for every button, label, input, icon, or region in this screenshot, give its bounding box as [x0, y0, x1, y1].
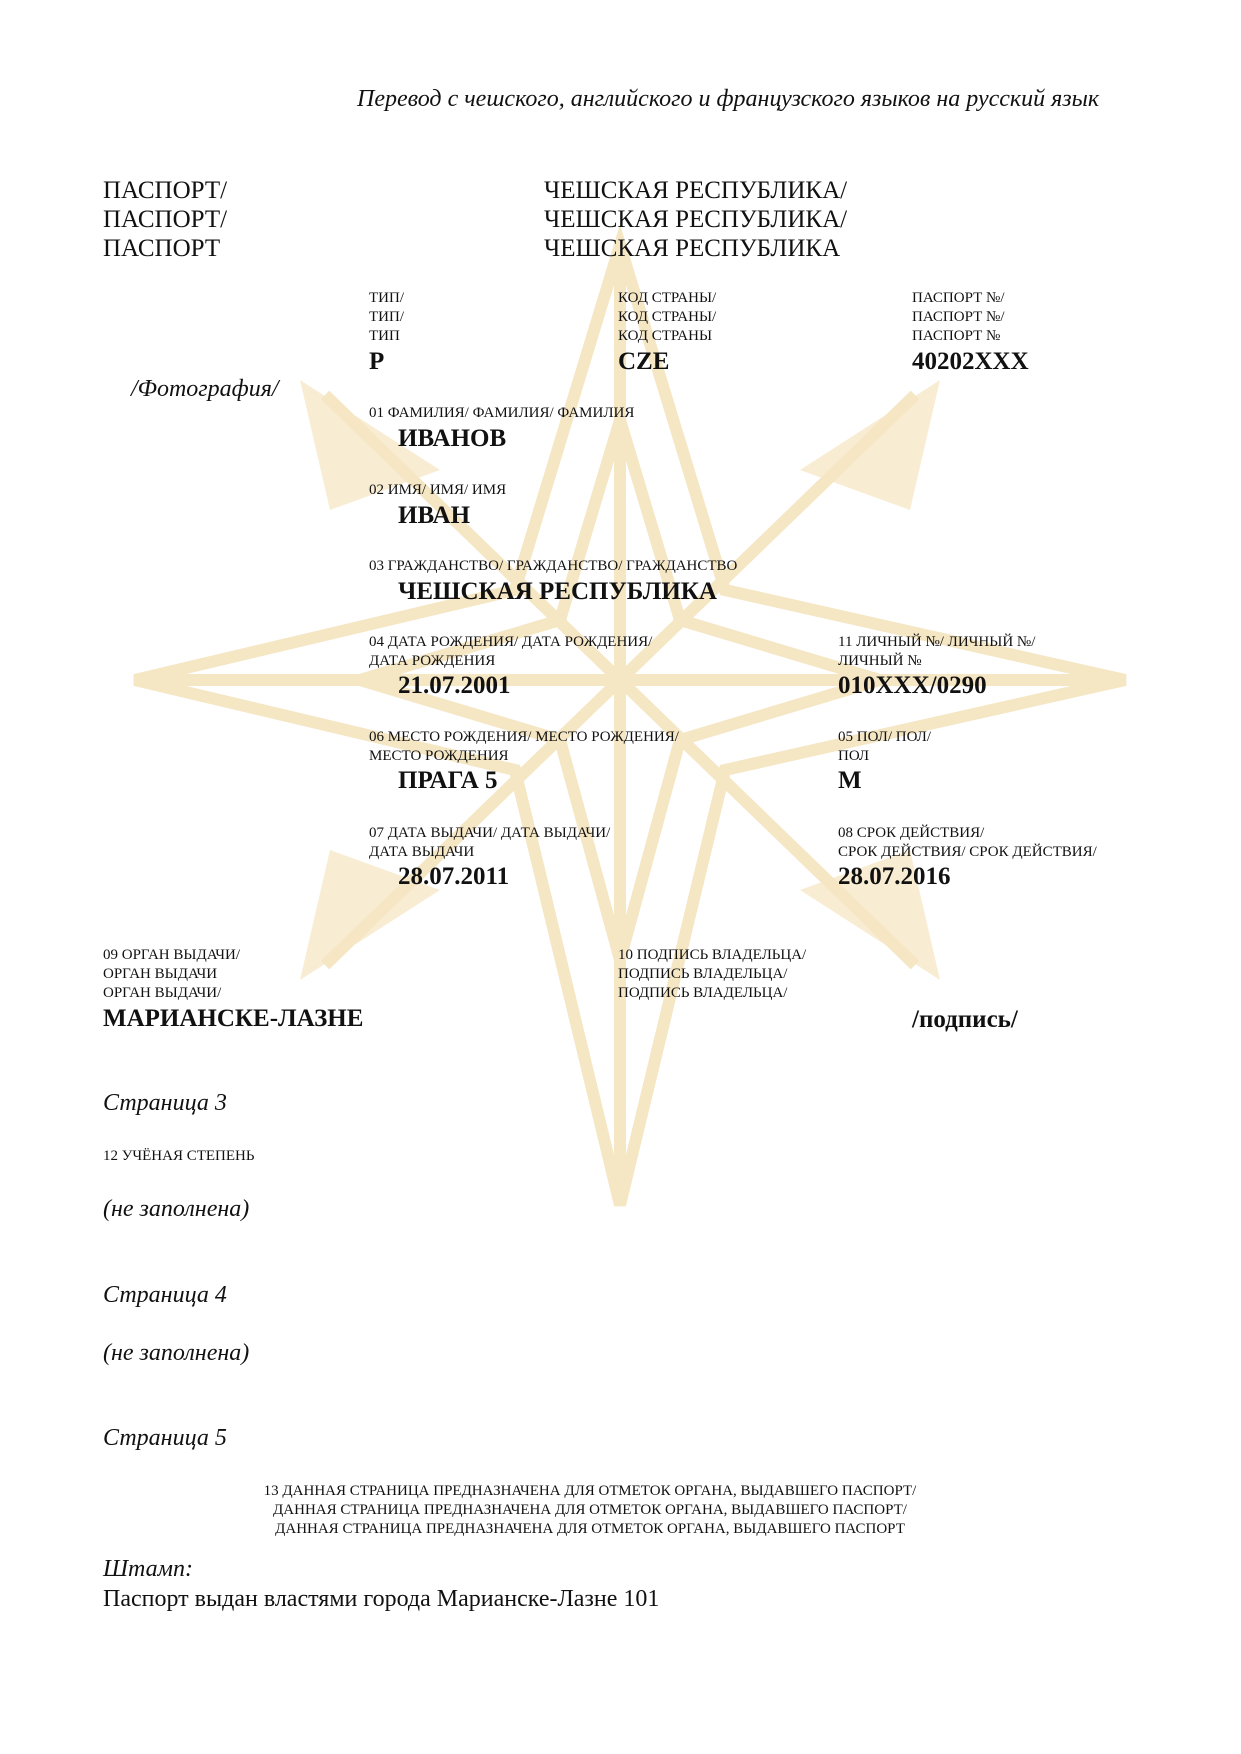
page5-heading: Страница 5	[103, 1425, 227, 1451]
translation-note: Перевод с чешского, английского и французского языков на русский язык	[357, 86, 1100, 112]
sex-field: 05 ПОЛ/ ПОЛ/ ПОЛ M	[838, 729, 932, 794]
page4-note: (не заполнена)	[103, 1340, 250, 1366]
passport-number-field: ПАСПОРТ №/ ПАСПОРТ №/ ПАСПОРТ № 40202XXX	[912, 290, 1029, 375]
authority-field: 09 ОРГАН ВЫДАЧИ/ ОРГАН ВЫДАЧИ ОРГАН ВЫДАЧИ/ МАРИАНСКЕ-ЛАЗНЕ	[103, 947, 364, 1032]
nationality-field: 03 ГРАЖДАНСТВО/ ГРАЖДАНСТВО/ ГРАЖДАНСТВО ЧЕШСКАЯ РЕСПУБЛИКА	[369, 558, 738, 605]
given-name-field: 02 ИМЯ/ ИМЯ/ ИМЯ ИВАН	[369, 482, 507, 529]
birth-place-field: 06 МЕСТО РОЖДЕНИЯ/ МЕСТО РОЖДЕНИЯ/ МЕСТО РОЖДЕНИЯ ПРАГА 5	[369, 729, 679, 794]
personal-number-value: 010XXX/0290	[838, 672, 987, 699]
surname-field: 01 ФАМИЛИЯ/ ФАМИЛИЯ/ ФАМИЛИЯ ИВАНОВ	[369, 405, 635, 452]
holder-signature-value: /подпись/	[912, 1006, 1018, 1033]
expiry-date-field: 08 СРОК ДЕЙСТВИЯ/ СРОК ДЕЙСТВИЯ/ СРОК ДЕЙСТВИЯ/ 28.07.2016	[838, 825, 1097, 890]
personal-number-field: 11 ЛИЧНЫЙ №/ ЛИЧНЫЙ №/ ЛИЧНЫЙ № 010XXX/0290	[838, 634, 1036, 699]
birth-place-value: ПРАГА 5	[398, 767, 498, 794]
stamp-label: Штамп:	[103, 1556, 193, 1582]
birth-date-field: 04 ДАТА РОЖДЕНИЯ/ ДАТА РОЖДЕНИЯ/ ДАТА РОЖДЕНИЯ 21.07.2001	[369, 634, 653, 699]
passport-number-value: 40202XXX	[912, 348, 1029, 375]
page5-text: 13 ДАННАЯ СТРАНИЦА ПРЕДНАЗНАЧЕНА ДЛЯ ОТМЕТОК ОРГАНА, ВЫДАВШЕГО ПАСПОРТ/ ДАННАЯ СТРАНИЦА ПРЕДНАЗНАЧЕНА ДЛЯ ОТМЕТОК ОРГАНА, ВЫДАВШЕГО ПАСПОРТ/ ДАННАЯ СТРАНИЦА ПРЕДНАЗНАЧЕНА ДЛЯ ОТМЕТОК ОРГАНА, ВЫДАВШЕГО ПАСПОРТ	[263, 1483, 917, 1537]
page4-heading: Страница 4	[103, 1282, 227, 1308]
surname-value: ИВАНОВ	[398, 425, 507, 452]
page3-heading: Страница 3	[103, 1090, 227, 1116]
photo-note: /Фотография/	[131, 376, 279, 402]
sex-value: M	[838, 767, 862, 794]
expiry-date-value: 28.07.2016	[838, 863, 951, 890]
issue-date-value: 28.07.2011	[398, 863, 510, 890]
degree-label: 12 УЧЁНАЯ СТЕПЕНЬ	[103, 1148, 255, 1164]
type-value: P	[369, 348, 385, 375]
holder-signature-field: 10 ПОДПИСЬ ВЛАДЕЛЬЦА/ ПОДПИСЬ ВЛАДЕЛЬЦА/ ПОДПИСЬ ВЛАДЕЛЬЦА/	[618, 947, 807, 1001]
country-code-value: CZE	[618, 348, 670, 375]
authority-value: МАРИАНСКЕ-ЛАЗНЕ	[103, 1005, 364, 1032]
page3-note: (не заполнена)	[103, 1196, 250, 1222]
country-code-field: КОД СТРАНЫ/ КОД СТРАНЫ/ КОД СТРАНЫ CZE	[618, 290, 717, 375]
country-title: ЧЕШСКАЯ РЕСПУБЛИКА/ ЧЕШСКАЯ РЕСПУБЛИКА/ ЧЕШСКАЯ РЕСПУБЛИКА	[544, 177, 848, 262]
birth-date-value: 21.07.2001	[398, 672, 511, 699]
document-title: ПАСПОРТ/ ПАСПОРТ/ ПАСПОРТ	[103, 177, 228, 262]
stamp-text: Паспорт выдан властями города Марианске-Лазне 101	[103, 1586, 660, 1612]
type-field: ТИП/ ТИП/ ТИП P	[369, 290, 404, 375]
nationality-value: ЧЕШСКАЯ РЕСПУБЛИКА	[398, 578, 717, 605]
given-name-value: ИВАН	[398, 502, 471, 529]
issue-date-field: 07 ДАТА ВЫДАЧИ/ ДАТА ВЫДАЧИ/ ДАТА ВЫДАЧИ 28.07.2011	[369, 825, 611, 890]
